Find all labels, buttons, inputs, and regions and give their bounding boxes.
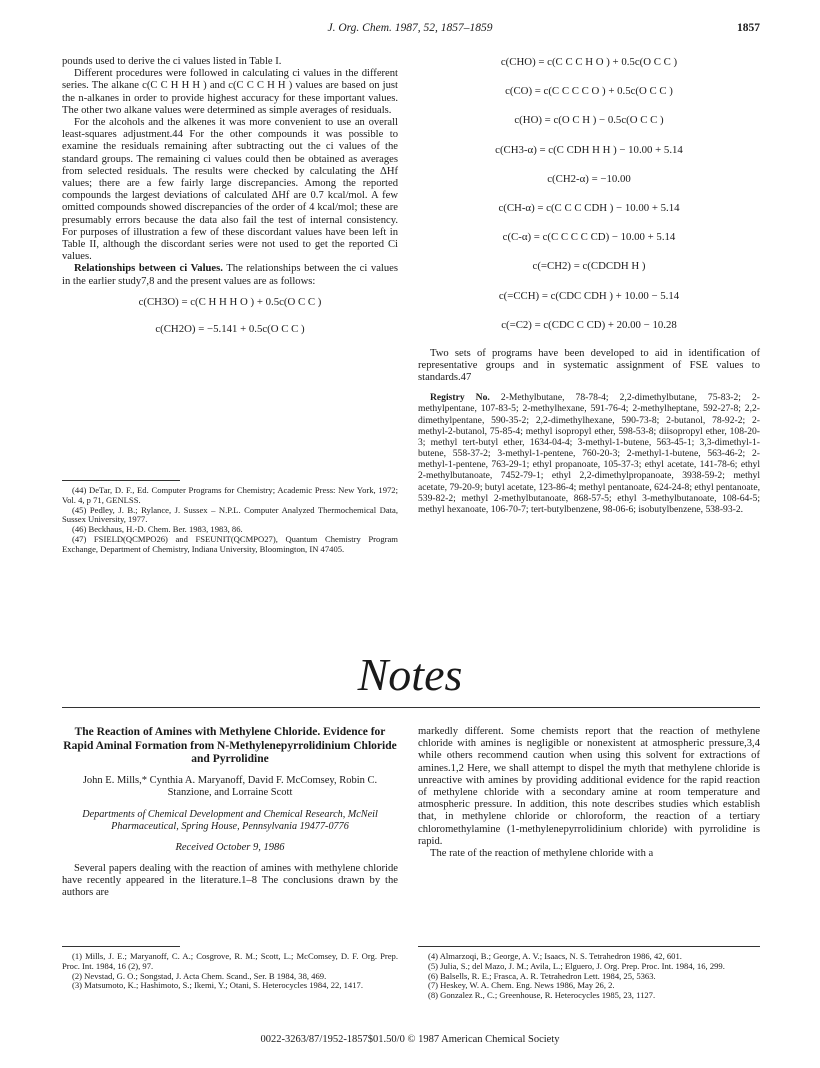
footnote-rule: [62, 480, 180, 481]
registry-numbers: [418, 392, 760, 515]
paragraph: Two sets of programs have been developed to aid in identification of representative groups and in systematic assignment of FSE values to standards.47: [418, 347, 760, 384]
registry-body: 2-Methylbutane, 78-78-4; 2,2-dimethylbutane, 75-83-2; 2-methylpentane, 107-83-5; 2-methylhexane, 591-76-4; 2-methylheptane, 592-27-8; 2,2-dimethylpentane, 590-35-2; 2,2-dimethylhexane, 590-73-8; 2-butanol, 78-92-2; 2-methyl-2-butanol, 75-85-4; methyl isopropyl ether, 598-53-8; diisopropyl ether, 108-20-3; methyl tert-butyl ether, 1634-04-4; 3-methyl-1-butene, 563-45-1; 3,3-dimethyl-1-butene, 558-37-2; 3-methyl-1-pentene, 760-20-3; 2-methyl-1-butene, 563-46-2; 2-methyl-1-pentene, 763-29-1; ethyl propanoate, 105-37-3; ethyl acetate, 141-78-6; ethyl 2-methylbutanoate, 7452-79-1; ethyl 2,2-dimethylpropanoate, 3938-59-2; methyl acetate, 79-20-9; butyl acetate, 123-86-4; methyl pentanoate, 624-24-8; ethyl pentanoate, 539-82-2; methyl 2-methylbutanoate, 868-57-5; ethyl 3-methylbutanoate, 108-64-5; methyl hexanoate, 106-70-7; tert-butylbenzene, 98-06-6; isobutylbenzene, 538-93-2.: [418, 392, 760, 515]
footnote: (1) Mills, J. E.; Maryanoff, C. A.; Cosgrove, R. M.; Scott, L.; McComsey, D. F. Org. Prep. Proc. Int. 1984, 16 (2), 97.: [62, 951, 398, 971]
equation: c(CO) = c(C C C C O ) + 0.5c(O C C ): [505, 85, 673, 98]
right-column-top: [418, 56, 760, 515]
paragraph-block: [62, 863, 398, 900]
footnote: (46) Beckhaus, H.-D. Chem. Ber. 1983, 1983, 86.: [72, 524, 243, 535]
article-authors: John E. Mills,* Cynthia A. Maryanoff, David F. McComsey, Robin C. Stanzione, and Lorraine Scott: [82, 774, 378, 798]
equation: c(HO) = c(O C H ) − 0.5c(O C C ): [514, 114, 664, 127]
article-affiliation: Departments of Chemical Development and Chemical Research, McNeil Pharmaceutical, Spring House, Pennsylvania 19477-0776: [82, 808, 378, 832]
footnote: (5) Julia, S.; del Mazo, J. M.; Avila, L.; Elguero, J. Org. Prep. Proc. Int. 1984, 16, 299.: [428, 960, 725, 971]
paragraph: Different procedures were followed in calculating ci values in the different series. The alkane c(C C H H H ) and c(C C C H H ) values are based on just the n-alkanes in order to provide highest accuracy for these important values. The other two alkane values were determined as simple averages of residuals.: [62, 68, 398, 116]
footnote: (45) Pedley, J. B.; Rylance, J. Sussex – N.P.L. Computer Analyzed Thermochemical Data, Sussex University, 1977.: [62, 504, 398, 525]
paragraph: [62, 263, 398, 287]
paragraph: The rate of the reaction of methylene chloride with a: [430, 848, 654, 860]
footnote: (47) FSIELD(QCMPO26) and FSEUNIT(QCMPO27), Quantum Chemistry Program Exchange, Department of Chemistry, Indiana University, Bloomington, IN 47405.: [62, 533, 398, 554]
footnote: (2) Nevstad, G. O.; Songstad, J. Acta Chem. Scand., Ser. B 1984, 38, 469.: [72, 970, 327, 981]
page-number: 1857: [737, 22, 760, 34]
footnote: (7) Heskey, W. A. Chem. Eng. News 1986, May 26, 2.: [428, 980, 615, 991]
paragraph: Several papers dealing with the reaction of amines with methylene chloride have recently appeared in the literature.1–8 The conclusions drawn by the authors are: [62, 862, 398, 898]
equation: c(CH2-α) = −10.00: [547, 172, 631, 185]
equation: c(CH3O) = c(C H H H O ) + 0.5c(O C C ): [138, 295, 322, 308]
paragraph: markedly different. Some chemists report that the reaction of methylene chloride with amines is negligible or nonexistent at atmospheric pressure,3,4 while others recommend caution when using this solvent for extractions of amines.1,2 Here, we shall attempt to dispel the myth that methylene chloride is unreactive with amines by providing additional evidence for the rapid reaction of methylene chloride with a secondary amine at room temperature and atmospheric pressure. In addition, this note describes studies which establish that, in methylene chloride or chloroform, the reaction of a tertiary chloromethylamine (1-methylenepyrrolidinium chloride) with pyrrolidine is rapid.: [418, 726, 760, 847]
registry-heading: Registry No.: [430, 392, 490, 404]
equation: c(CH2O) = −5.141 + 0.5c(O C C ): [155, 322, 305, 335]
paragraph-block: [418, 348, 760, 385]
footnote: (3) Matsumoto, K.; Hashimoto, S.; Ikemi, Y.; Otani, S. Heterocycles 1984, 22, 1417.: [72, 980, 363, 991]
footnotes-bottom-right: [418, 952, 760, 1001]
section-rule: [62, 707, 760, 708]
article-head: [62, 726, 398, 899]
received-date: Received October 9, 1986: [175, 841, 285, 853]
equation: c(CH-α) = c(C C C CDH ) − 10.00 + 5.14: [498, 201, 680, 214]
footnote-rule: [418, 946, 760, 947]
footnote-rule: [62, 946, 180, 947]
equation: c(=CCH) = c(CDC CDH ) + 10.00 − 5.14: [498, 289, 680, 302]
section-title: Notes: [357, 649, 463, 700]
page-footer: 0022-3263/87/1952-1857$01.50/0 © 1987 American Chemical Society: [260, 1034, 560, 1045]
footnote: (4) Almarzoqi, B.; George, A. V.; Isaacs, N. S. Tetrahedron 1986, 42, 601.: [428, 951, 682, 961]
footnotes-top: [62, 486, 398, 555]
running-header: J. Org. Chem. 1987, 52, 1857–1859: [327, 22, 493, 34]
paragraph: pounds used to derive the ci values listed in Table I.: [62, 56, 282, 67]
equation: c(C-α) = c(C C C C CD) − 10.00 + 5.14: [502, 231, 676, 244]
footnote: (44) DeTar, D. F., Ed. Computer Programs for Chemistry; Academic Press: New York, 1972; Vol. 4, p 71, GENLSS.: [62, 485, 398, 505]
equation: c(=CH2) = c(CDCDH H ): [532, 260, 646, 273]
article-title: The Reaction of Amines with Methylene Chloride. Evidence for Rapid Aminal Formation from N-Methylenepyrrolidinium Chloride and Pyrrolidine: [63, 726, 397, 765]
paragraph-body: The relationships between the ci values in the earlier study7,8 and the present values are as follows:: [62, 263, 398, 287]
equation: c(CH3-α) = c(C CDH H H ) − 10.00 + 5.14: [495, 143, 683, 156]
left-column-top: [62, 56, 398, 336]
equation: c(CHO) = c(C C C H O ) + 0.5c(O C C ): [500, 56, 678, 68]
paragraph-heading: Relationships between ci Values.: [74, 263, 223, 275]
article-body-right: [418, 726, 760, 860]
footnote: (8) Gonzalez R., C.; Greenhouse, R. Heterocycles 1985, 23, 1127.: [428, 990, 656, 1001]
footnote: (6) Balsells, R. E.; Frasca, A. R. Tetrahedron Lett. 1984, 25, 5363.: [428, 970, 656, 981]
footnotes-bottom-left: [62, 952, 398, 991]
paragraph: For the alcohols and the alkenes it was more convenient to use an overall least-squares adjustment.44 For the other compounds it was possible to examine the residuals remaining after subtracting out the ci values of the standard groups. The remaining ci values could then be obtained as averages from selected residuals. The results were checked by calculating the ΔHf values; there are a few fairly large discrepancies. Among the reported compounds the largest deviations of calculated ΔHf are 0.7 kcal/mol. A few omitted compounds showed discrepancies of the order of 4 kcal/mol; these are presumably errors because the data also fail the test of internal consistency. For purposes of illustration a few of these discordant values have been left in Table II, although the discordant series were not used to get the reported Ci values.: [62, 117, 398, 263]
equation: c(=C2) = c(CDC C CD) + 20.00 − 10.28: [501, 318, 677, 331]
